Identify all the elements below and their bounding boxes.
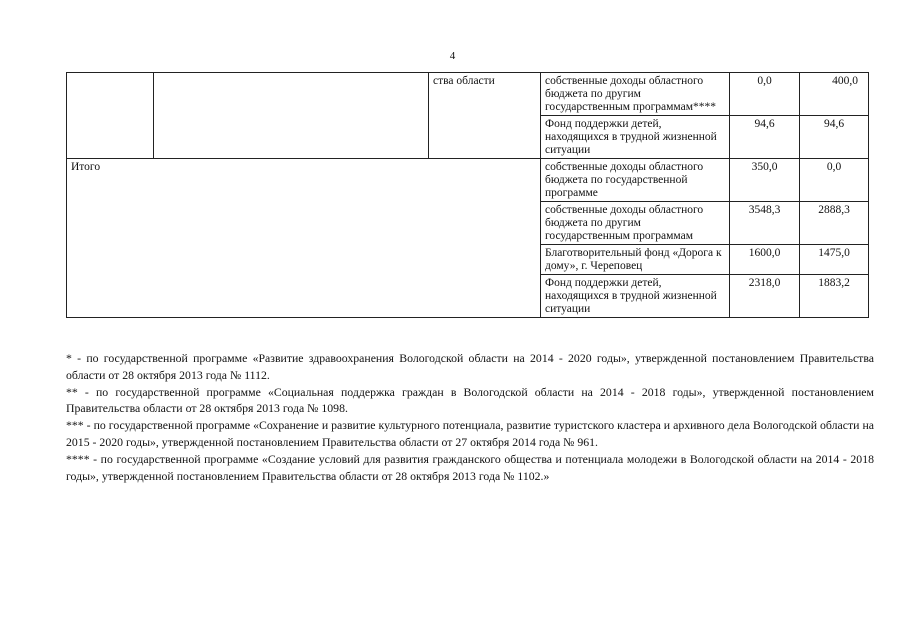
table-cell-empty	[67, 73, 154, 159]
footnote-1: * - по государственной программе «Развитие здравоохранения Вологодской области на 2014 - 2020 годы», утвержденной постановлением Правительства области от 28 октября 2013 года № 1112.	[66, 351, 874, 382]
table-cell-funding-source: Фонд поддержки детей, находящихся в трудной жизненной ситуации	[541, 116, 730, 159]
table-cell-responsible: ства области	[429, 73, 541, 159]
page-number: 4	[449, 50, 456, 62]
table-cell-value: 0,0	[730, 73, 800, 116]
table-cell-value: 3548,3	[730, 202, 800, 245]
footnote-2: ** - по государственной программе «Социальная поддержка граждан в Вологодской области на 2014 - 2018 годы», утвержденной постановлением Правительства области от 28 октября 2013 года № 1098.	[66, 384, 874, 416]
table-cell-value: 1600,0	[730, 245, 800, 275]
table-cell-value: 94,6	[730, 116, 800, 159]
table-cell-value: 400,0	[800, 73, 869, 116]
table-cell-value: 2888,3	[800, 202, 869, 245]
table-cell-value: 1883,2	[800, 275, 869, 318]
table-row	[67, 73, 869, 116]
footnote-3: *** - по государственной программе «Сохранение и развитие культурного потенциала, развитие туристского кластера и архивного дела Вологодской области на 2015 - 2020 годы», утвержденной постановлением Правительства области от 27 октября 2014 года № 961.	[66, 418, 874, 449]
footnotes	[66, 350, 874, 484]
table-cell-value: 94,6	[800, 116, 869, 159]
footnote-4: **** - по государственной программе «Создание условий для развития гражданского общества и потенциала молодежи в Вологодской области на 2014 - 2018 годы», утвержденной постановлением Правительства области от 28 октября 2013 года № 1102.»	[66, 451, 874, 483]
table-cell-value: 1475,0	[800, 245, 869, 275]
total-label: Итого	[67, 159, 541, 318]
table-cell-funding-source: Фонд поддержки детей, находящихся в трудной жизненной ситуации	[541, 275, 730, 318]
table-cell-funding-source: Благотворительный фонд «Дорога к дому», г. Череповец	[541, 245, 730, 275]
table-cell-value: 0,0	[800, 159, 869, 202]
table-cell-funding-source: собственные доходы областного бюджета по другим государственным программам	[541, 202, 730, 245]
table-cell-empty	[154, 73, 429, 159]
table-cell-funding-source: собственные доходы областного бюджета по государственной программе	[541, 159, 730, 202]
table-cell-funding-source: собственные доходы областного бюджета по другим государственным программам****	[541, 73, 730, 116]
table-cell-value: 2318,0	[730, 275, 800, 318]
table-cell-value: 350,0	[730, 159, 800, 202]
budget-table	[66, 72, 869, 318]
table-row	[67, 159, 869, 202]
